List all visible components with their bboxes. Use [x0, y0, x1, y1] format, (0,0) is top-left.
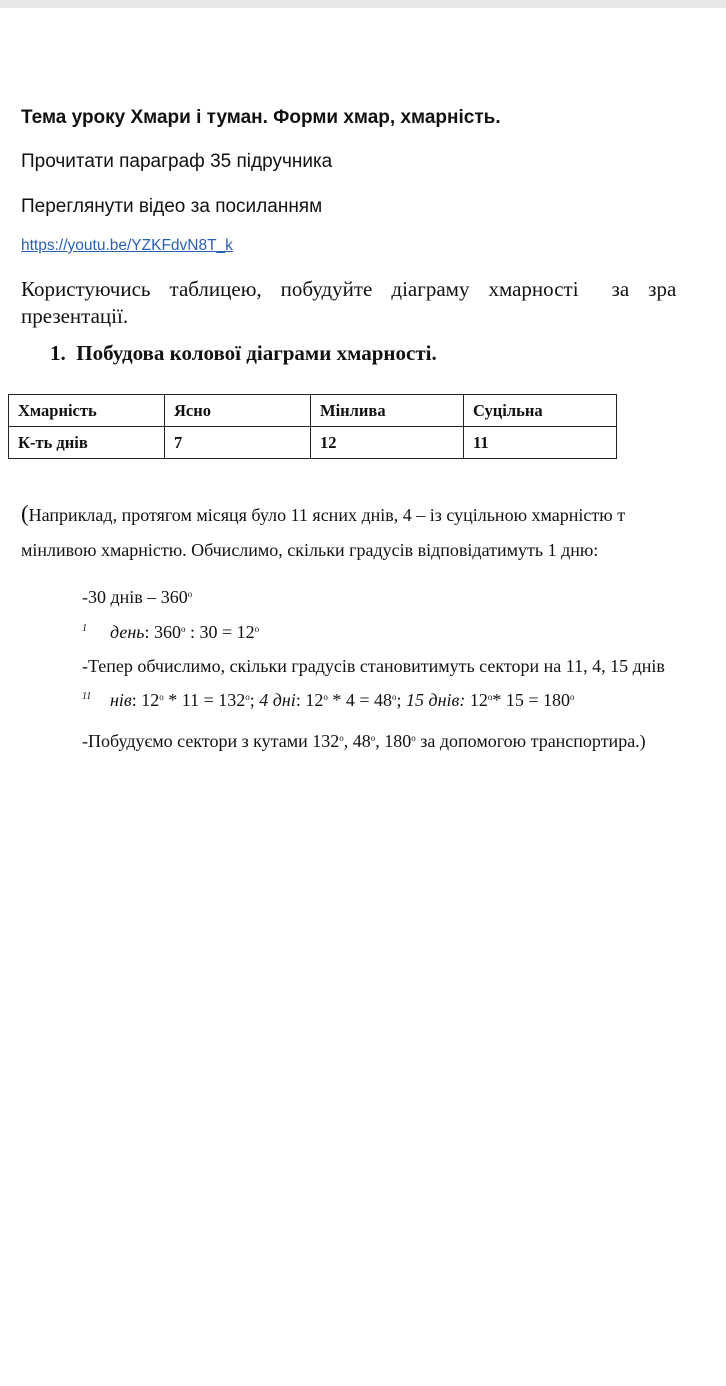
degree-sign: о: [570, 692, 575, 702]
table-cell: Ясно: [165, 395, 311, 427]
table-cell: 7: [165, 427, 311, 459]
instruction-word: зра: [648, 277, 677, 301]
instruction-word: хмарності: [488, 277, 579, 301]
instruction-word: таблицею,: [169, 277, 262, 301]
heading-text: Побудова колової діаграми хмарності.: [76, 341, 437, 365]
table-row: [9, 395, 617, 427]
table-cell: К-ть днів: [9, 427, 165, 459]
calc-line-5: [82, 731, 646, 752]
calc-line-1: [82, 587, 192, 608]
table-cell: Хмарність: [9, 395, 165, 427]
example-line-1: [21, 501, 625, 527]
degree-sign: о: [254, 624, 260, 634]
calc-text: * 4 = 48: [327, 690, 392, 710]
instruction-line-1: [21, 277, 676, 302]
example-text: Наприклад, протягом місяця було 11 ясних днів, 4 – із суцільною хмарністю т: [28, 505, 626, 525]
degree-sign: о: [323, 692, 328, 702]
degree-sign: о: [411, 733, 416, 743]
read-task: Прочитати параграф 35 підручника: [21, 151, 333, 172]
table-cell: 11: [464, 427, 617, 459]
degree-sign: о: [180, 624, 186, 634]
calc-text: : 360: [144, 622, 181, 642]
video-link[interactable]: https://youtu.be/YZKFdvN8T_k: [21, 237, 233, 254]
calc-word: 15 днів:: [406, 690, 466, 710]
degree-sign: о: [487, 692, 493, 702]
instruction-word: Користуючись: [21, 277, 151, 301]
table-row: [9, 427, 617, 459]
table-cell: Мінлива: [311, 395, 464, 427]
calc-text: * 11 = 132: [163, 690, 246, 710]
calc-word: 4 дні: [259, 690, 296, 710]
heading-number: 1.: [50, 341, 66, 365]
footnote-marker: 11: [82, 691, 92, 702]
calc-word: нів: [110, 690, 132, 710]
degree-sign: о: [245, 692, 250, 702]
calc-word: день: [110, 622, 145, 642]
calc-text: ;: [249, 690, 260, 710]
calc-text: -30 днів – 360: [82, 587, 188, 607]
calc-text: 12: [465, 690, 488, 710]
calc-line-2: [82, 622, 259, 643]
table-cell: 12: [311, 427, 464, 459]
calc-text: , 180: [375, 731, 412, 751]
instruction-word: діаграму: [391, 277, 470, 301]
calc-text: * 15 = 180: [492, 690, 570, 710]
instruction-word: побудуйте: [280, 277, 373, 301]
example-line-2: мінливою хмарністю. Обчислимо, скільки градусів відповідатимуть 1 дню:: [21, 540, 599, 560]
degree-sign: о: [187, 589, 193, 599]
open-paren: (: [21, 501, 29, 526]
watch-task: Переглянути відео за посиланням: [21, 196, 323, 217]
instruction-line-2: презентації.: [21, 304, 129, 328]
cloudiness-table: [8, 394, 617, 459]
calc-text: -Побудуємо сектори з кутами 132: [82, 731, 340, 751]
lesson-title: Тема уроку Хмари і туман. Форми хмар, хмарність.: [21, 107, 501, 128]
calc-text: : 12: [295, 690, 324, 710]
degree-sign: о: [339, 733, 344, 743]
calc-line-3: -Тепер обчислимо, скільки градусів становитимуть сектори на 11, 4, 15 днів: [82, 656, 665, 676]
calc-text: ;: [396, 690, 406, 710]
degree-sign: о: [391, 692, 397, 702]
calc-text: : 12: [131, 690, 160, 710]
degree-sign: о: [370, 733, 376, 743]
calc-text: за допомогою транспортира.): [415, 731, 646, 751]
instruction-word: за: [611, 277, 630, 301]
degree-sign: о: [159, 692, 164, 702]
calc-line-4: [82, 690, 575, 711]
table-cell: Суцільна: [464, 395, 617, 427]
calc-text: : 30 = 12: [185, 622, 255, 642]
footnote-marker: 1: [82, 623, 87, 634]
section-heading: [50, 341, 437, 366]
calc-text: , 48: [343, 731, 371, 751]
